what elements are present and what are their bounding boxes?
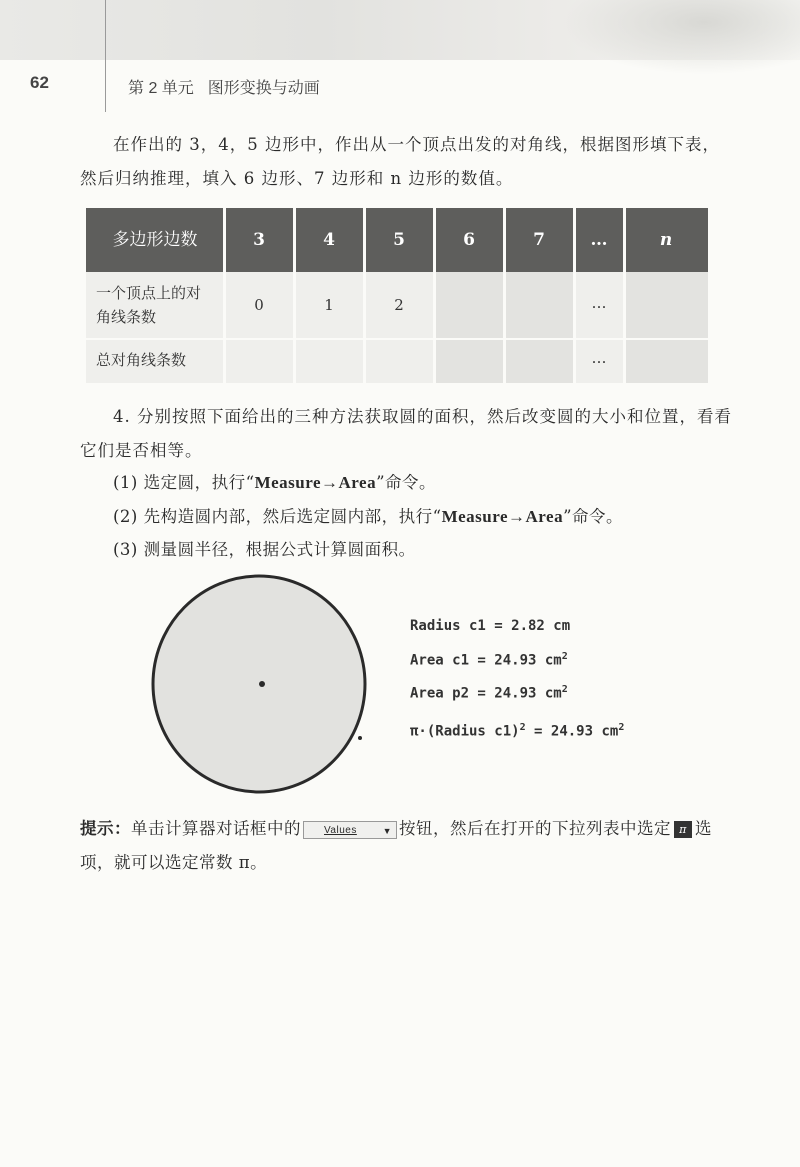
pi-option-icon: π [674, 821, 692, 838]
top-shading-right [560, 0, 800, 75]
polygon-diagonal-table [86, 208, 708, 383]
table-cell: 2 [394, 296, 404, 314]
tip-paragraph: 提示：单击计算器对话框中的 Values ▼ 按钮，然后在打开的下拉列表中选定 π 选项，就可以选定常数 π。 [80, 819, 712, 872]
table-cell: … [591, 349, 607, 367]
area-p2-measurement: Area p2 = 24.93 $cm^2$ [410, 684, 568, 702]
method-3: (3) 测量圆半径，根据公式计算圆面积。 [113, 540, 416, 559]
header-cell-sides: 多边形边数 [112, 230, 198, 249]
radius-measurement: Radius c1 = 2.82 cm [410, 618, 571, 634]
header-cell: 6 [463, 230, 475, 250]
command-text: Measure→Area [254, 473, 377, 492]
table-cell: 0 [254, 296, 264, 314]
circle-figure [150, 573, 368, 795]
formula-calculation: π·(Radius c1)$^2$ = 24.93 $cm^2$ [410, 722, 625, 740]
row-label-vertex-diagonals: 一个顶点上的对 角线条数 [96, 285, 202, 326]
tip-label: 提示： [80, 820, 131, 838]
header-cell: … [590, 230, 608, 250]
values-dropdown-button: Values ▼ [303, 821, 397, 839]
unit-label: 第 2 单元 [128, 80, 194, 97]
blank-cells-shade [624, 272, 708, 383]
circle-point [358, 736, 362, 740]
circle-center-point [259, 681, 265, 687]
header-cell: 4 [323, 230, 335, 250]
method-1: (1) 选定圆，执行“Measure→Area”命令。 [113, 473, 437, 492]
intro-paragraph: 在作出的 3，4，5 边形中，作出从一个顶点出发的对角线，根据图形填下表，然后归纳推理，填入 6 边形、7 边形和 n 边形的数值。 [80, 135, 720, 188]
dropdown-arrow-icon: ▼ [382, 825, 392, 836]
table-cell: 1 [324, 296, 334, 314]
method-2: (2) 先构造圆内部，然后选定圆内部，执行“Measure→Area”命令。 [113, 507, 624, 526]
running-header [128, 75, 320, 98]
header-divider [105, 0, 106, 112]
area-c1-measurement: Area c1 = 24.93 $cm^2$ [410, 651, 568, 669]
exercise-4-text: 4. 分别按照下面给出的三种方法获取圆的面积，然后改变圆的大小和位置，看看它们是否相等。 [80, 407, 732, 460]
row-label-total-diagonals: 总对角线条数 [96, 352, 187, 369]
header-cell: n [659, 230, 673, 250]
table-cell: … [591, 294, 607, 312]
chapter-title: 图形变换与动画 [207, 80, 320, 97]
command-text: Measure→Area [441, 507, 564, 526]
page-number: 62 [30, 73, 49, 92]
table-header-row [86, 208, 708, 272]
header-cell: 5 [393, 230, 405, 250]
header-cell: 7 [533, 230, 545, 250]
header-cell: 3 [253, 230, 265, 250]
